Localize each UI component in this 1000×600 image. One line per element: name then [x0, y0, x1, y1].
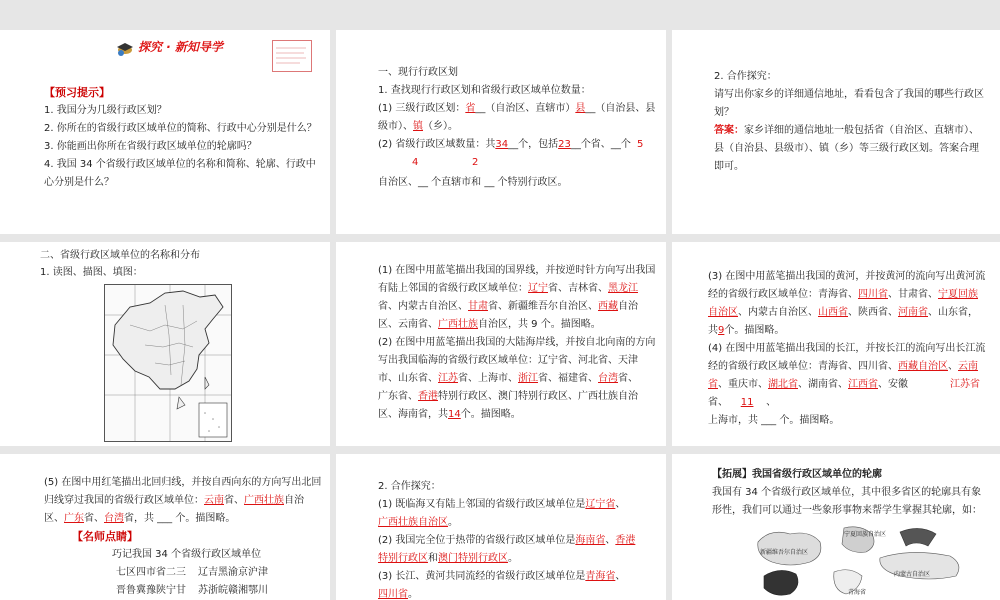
answer-label: 答案： [714, 125, 744, 136]
para-2-line-4: 广东省、香港特别行政区、澳门特别行政区、广西壮族自治 [378, 391, 638, 402]
question-4: 4. 我国 34 个省级行政区域单位的名称和简称、轮廓、行政中 [44, 159, 316, 170]
q3-line-1: (3) 长江、黄河共同流经的省级行政区域单位是青海省、 [378, 571, 626, 582]
instruction-line: 1. 查找现行行政区划和省级行政区域单位数量： [378, 85, 591, 96]
slide-borders-coast[interactable] [336, 242, 666, 446]
section-title: 2. 合作探究： [714, 71, 777, 82]
three-level-line: (1) 三级行政区划：省__（自治区、直辖市）县__（自治县、县 [378, 103, 656, 114]
answer-5: 5 [637, 139, 644, 150]
question-2: 2. 你所在的省级行政区域单位的简称、行政中心分别是什么？ [44, 123, 317, 134]
question-line-cont: 划？ [714, 107, 734, 118]
mnemonic-line-1b: 辽吉黑渝京沪津 [198, 567, 268, 578]
label-qinghai: 青海省 [848, 589, 867, 596]
para-3-line-1: (3) 在图中用蓝笔描出我国的黄河，并按黄河的流向写出黄河流 [708, 271, 986, 282]
para-3-line-4: 共9个。描图略。 [708, 325, 785, 336]
para-1-line-1: (1) 在图中用蓝笔描出我国的国界线，并按逆时针方向写出我国 [378, 265, 656, 276]
viewer-top-bar [0, 0, 1000, 24]
q2-line-1: (2) 我国完全位于热带的省级行政区域单位是海南省、香港 [378, 535, 636, 546]
extension-line-1: 我国有 34 个省级行政区域单位，其中很多省区的轮廓具有象 [712, 487, 982, 498]
para-2-line-1: (2) 在图中用蓝笔描出我国的大陆海岸线，并按自北向南的方向 [378, 337, 656, 348]
teacher-note-stamp [272, 40, 312, 72]
para-4-line-4: 省、 11 、 [708, 397, 777, 408]
para-4-line-1: (4) 在图中用蓝笔描出我国的长江，并按长江的流向写出长江流 [708, 343, 986, 354]
three-level-line-cont: 级市）、镇（乡）。 [378, 121, 458, 132]
slide-title: 探究 · 新知导学 [138, 40, 223, 54]
extension-title: 【拓展】我国省级行政区域单位的轮廓 [712, 469, 882, 480]
question-line: 请写出你家乡的详细通信地址，看看包含了我国的哪些行政区 [714, 89, 984, 100]
answer-sheng: 省 [465, 103, 476, 114]
count-line: (2) 省级行政区域数量：共34__个，包括23__个省、__个 [378, 139, 631, 150]
answer-line-1: 答案：家乡详细的通信地址一般包括省（自治区、直辖市）、 [714, 125, 979, 136]
para-4-line-2: 经的省级行政区域单位：青海省、四川省、西藏自治区、云南 [708, 361, 978, 372]
answer-line-3: 即可。 [714, 161, 744, 172]
china-blank-map[interactable] [104, 284, 232, 442]
slide-cooperative-inquiry-2[interactable] [336, 454, 666, 600]
para-1-line-3: 省、内蒙古自治区、甘肃省、新疆维吾尔自治区、西藏自治 [378, 301, 638, 312]
extension-line-2: 形性，我们可以通过一些象形事物来帮学生掌握其轮廓，如： [712, 505, 982, 516]
answer-xian: 县 [575, 103, 586, 114]
count-line-cont: 自治区、__ 个直辖市和 __ 个特别行政区。 [378, 177, 568, 188]
question-1: 1. 我国分为几级行政区划？ [44, 105, 167, 116]
para-3-line-3: 自治区、内蒙古自治区、山西省、陕西省、河南省、山东省， [708, 307, 978, 318]
answer-jiangsu: 江苏省 [950, 379, 980, 390]
china-outline-map-icon [105, 285, 231, 441]
para-5-line-1: (5) 在图中用红笔描出北回归线，并按自西向东的方向写出北回 [44, 477, 322, 488]
question-4-cont: 心分别是什么？ [44, 177, 114, 188]
slide-cooperative-inquiry[interactable] [672, 30, 1000, 234]
slide-preview-tips[interactable] [0, 30, 330, 234]
label-xinjiang: 新疆维吾尔自治区 [760, 549, 809, 556]
section-title: 二、省级行政区域单位的名称和分布 [40, 250, 200, 261]
q1-line-2: 广西壮族自治区。 [378, 517, 458, 528]
q1-line-1: (1) 既临海又有陆上邻国的省级行政区域单位是辽宁省、 [378, 499, 626, 510]
mnemonic-line-2b: 苏浙皖赣湘鄂川 [198, 585, 268, 596]
q2-line-2: 特别行政区和澳门特别行政区。 [378, 553, 518, 564]
answer-2: 2 [472, 157, 479, 168]
section-title: 一、现行行政区划 [378, 67, 458, 78]
mnemonic-line-2a: 晋鲁冀豫陕宁甘 [116, 585, 186, 596]
para-2-line-5: 区、海南省，共14个。描图略。 [378, 409, 521, 420]
answer-zhen: 镇 [413, 121, 423, 132]
slide-province-outlines[interactable] [672, 454, 1000, 600]
answer-line-2: 县（自治县、县级市）、镇（乡）等三级行政区划。答案合理 [714, 143, 979, 154]
para-3-line-2: 经的省级行政区域单位：青海省、四川省、甘肃省、宁夏回族 [708, 289, 978, 300]
mnemonic-line-1a: 七区四市省二三 [116, 567, 186, 578]
para-4-line-5: 上海市，共 ___ 个。描图略。 [708, 415, 840, 426]
label-ningxia: 宁夏回族自治区 [844, 531, 887, 538]
slide-tropic-line[interactable] [0, 454, 330, 600]
para-4-line-3: 省、重庆市、湖北省、湖南省、江西省、安徽 [708, 379, 908, 390]
answer-4: 4 [412, 157, 419, 168]
para-5-line-3: 区、广东省、台湾省，共 ___ 个。描图略。 [44, 513, 236, 524]
section-label: 【预习提示】 [44, 86, 110, 99]
para-1-line-2: 有陆上邻国的省级行政区域单位：辽宁省、吉林省、黑龙江 [378, 283, 638, 294]
instruction-line: 1. 读图、描图、填图： [40, 267, 143, 278]
q3-line-2: 四川省。 [378, 589, 418, 600]
section-title: 2. 合作探究： [378, 481, 441, 492]
para-2-line-3: 市、山东省、江苏省、上海市、浙江省、福建省、台湾省、 [378, 373, 638, 384]
slide-rivers[interactable] [672, 242, 1000, 446]
label-neimenggu: 内蒙古自治区 [894, 571, 931, 578]
answer-23: 23 [558, 139, 571, 150]
question-3: 3. 你能画出你所在省级行政区域单位的轮廓吗？ [44, 141, 257, 152]
para-5-line-2: 归线穿过我国的省级行政区域单位：云南省、广西壮族自治 [44, 495, 304, 506]
tip-header: 【名师点睛】 [72, 530, 138, 543]
slide-current-divisions[interactable] [336, 30, 666, 234]
mortarboard-icon [116, 40, 134, 56]
slide-province-distribution[interactable] [0, 242, 330, 446]
para-2-line-2: 写出我国临海的省级行政区域单位：辽宁省、河北省、天津 [378, 355, 638, 366]
para-1-line-4: 区、云南省、广西壮族自治区，共 9 个。描图略。 [378, 319, 601, 330]
answer-34: 34 [495, 139, 509, 150]
mnemonic-title: 巧记我国 34 个省级行政区域单位 [112, 549, 262, 560]
